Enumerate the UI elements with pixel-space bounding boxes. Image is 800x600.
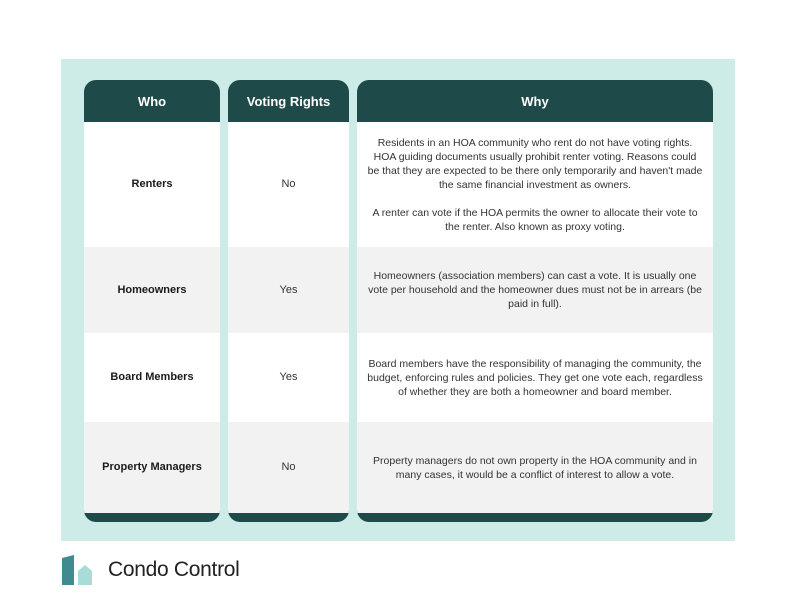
brand-logo	[60, 554, 240, 586]
who-cell-renters: Renters	[84, 122, 220, 247]
why-cell-board-members	[357, 333, 713, 422]
why-cell-renters	[357, 122, 713, 247]
who-cell-property-managers: Property Managers	[84, 422, 220, 513]
why-text: Property managers do not own property in the HOA community and in many cases, it would be a conflict of interest to allow a vote.	[373, 454, 697, 481]
who-column	[84, 80, 220, 522]
vote-cell-renters: No	[228, 122, 349, 247]
who-header: Who	[137, 93, 167, 109]
vote-cell-board-members: Yes	[228, 333, 349, 422]
who-cell-board-members: Board Members	[84, 333, 220, 422]
brand-name: Condo Control	[108, 558, 240, 581]
why-text: A renter can vote if the HOA permits the owner to allocate their vote to the renter. Also known as proxy voting.	[372, 206, 698, 233]
house-logo-icon	[60, 555, 96, 585]
vote-cell-property-managers: No	[228, 422, 349, 513]
why-cell-property-managers	[357, 422, 713, 513]
why-header: Why	[521, 93, 549, 109]
why-text: Homeowners (association members) can cast a vote. It is usually one vote per household and the homeowner dues must not be in arrears (be paid in full).	[368, 270, 702, 310]
why-text: Board members have the responsibility of managing the community, the budget, enforcing rules and policies. They get one vote each, regardless of whether they are both a homeowner and board member.	[367, 357, 703, 398]
why-text: Residents in an HOA community who rent do not have voting rights. HOA guiding documents usually prohibit renter voting. Reasons could be that they are expected to be there only temporarily and haven't made the same financial investment as owners.	[367, 136, 703, 191]
vote-cell-homeowners: Yes	[228, 247, 349, 333]
who-cell-homeowners: Homeowners	[84, 247, 220, 333]
why-column	[357, 80, 713, 522]
voting-rights-column	[228, 80, 349, 522]
voting-rights-header: Voting Rights	[246, 93, 331, 109]
why-cell-homeowners	[357, 247, 713, 333]
